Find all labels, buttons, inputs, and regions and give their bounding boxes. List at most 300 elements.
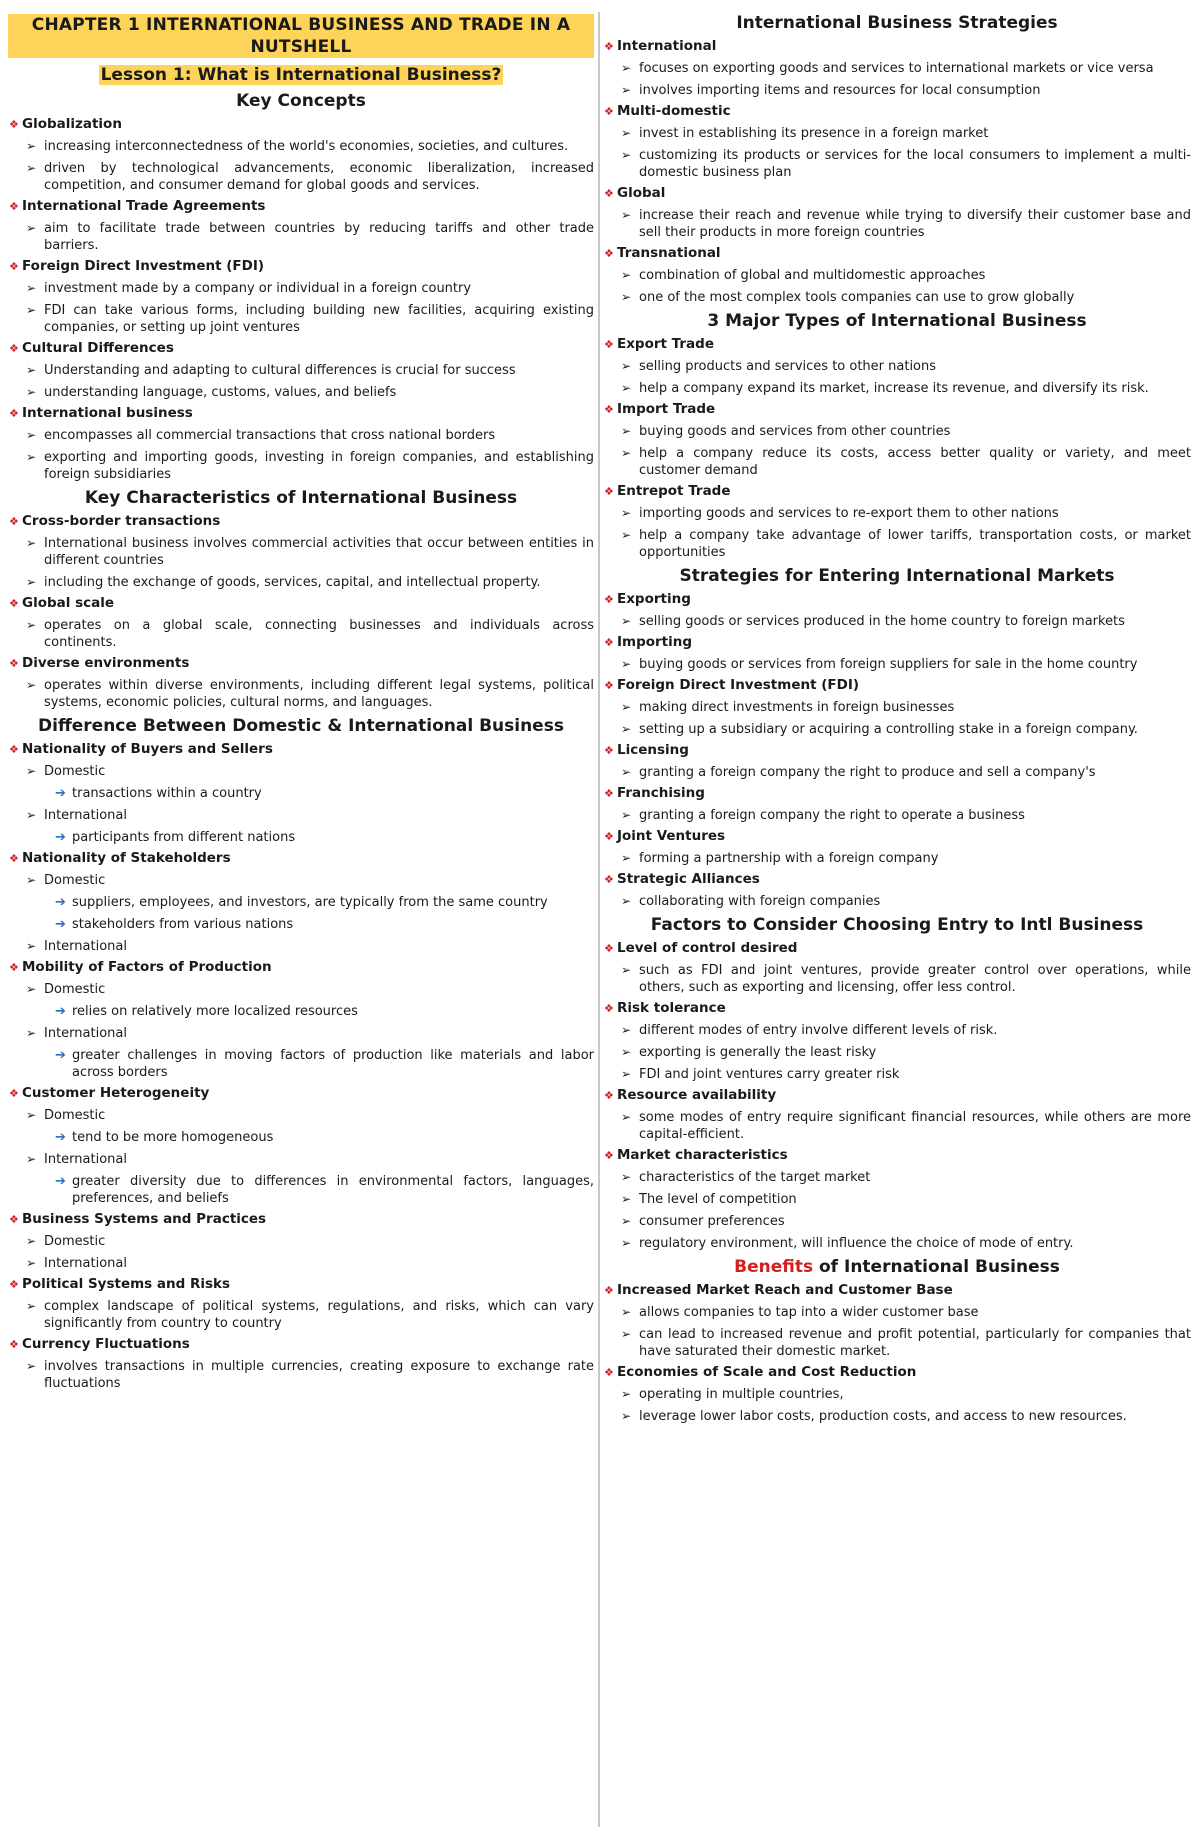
chevron-right-icon: ➢ — [621, 290, 632, 304]
bullet-item — [8, 1233, 594, 1250]
chevron-right-icon: ➢ — [621, 268, 632, 282]
sub-bullet-text: tend to be more homogeneous — [72, 1130, 274, 1145]
diamond-bullet-icon: ❖ — [604, 1366, 614, 1379]
section-heading-text: 3 Major Types of International Business — [707, 311, 1087, 331]
topic-label: Diverse environments — [22, 655, 190, 671]
sub-bullet-text: relies on relatively more localized resources — [72, 1004, 358, 1019]
bullet-text: increasing interconnectedness of the world's economies, societies, and cultures. — [44, 139, 569, 154]
arrow-right-icon: ➔ — [55, 1004, 66, 1019]
bullet-text: International — [44, 939, 127, 954]
chevron-right-icon: ➢ — [621, 1110, 632, 1124]
bullet-text: International — [44, 1152, 127, 1167]
bullet-item — [603, 1326, 1191, 1360]
bullet-item — [8, 362, 594, 379]
chevron-right-icon: ➢ — [621, 1327, 632, 1341]
bullet-text: exporting and importing goods, investing in foreign companies, and establishing foreign subsidiaries — [44, 450, 594, 482]
bullet-item — [603, 699, 1191, 716]
bullet-item — [8, 1358, 594, 1392]
bullet-item — [8, 449, 594, 483]
bullet-text: help a company reduce its costs, access better quality or variety, and meet customer demand — [639, 446, 1191, 478]
topic-international — [603, 38, 1191, 55]
topic-label: International business — [22, 405, 193, 421]
bullet-text: setting up a subsidiary or acquiring a controlling stake in a foreign company. — [639, 722, 1138, 737]
bullet-item — [603, 1191, 1191, 1208]
topic-label: Customer Heterogeneity — [22, 1085, 210, 1101]
bullet-text: increase their reach and revenue while trying to diversify their customer base and sell their products in more foreign countries — [639, 208, 1191, 240]
topic-label: Importing — [617, 634, 693, 650]
bullet-text: complex landscape of political systems, regulations, and risks, which can vary significantly from country to country — [44, 1299, 594, 1331]
topic-label: Level of control desired — [617, 940, 798, 956]
chevron-right-icon: ➢ — [621, 722, 632, 736]
topic-label: International Trade Agreements — [22, 198, 266, 214]
bullet-text: buying goods or services from foreign suppliers for sale in the home country — [639, 657, 1138, 672]
bullet-text: different modes of entry involve different levels of risk. — [639, 1023, 998, 1038]
bullet-item — [603, 423, 1191, 440]
bullet-item — [603, 380, 1191, 397]
bullet-item — [8, 1298, 594, 1332]
bullet-item — [603, 656, 1191, 673]
bullet-item — [603, 125, 1191, 142]
diamond-bullet-icon: ❖ — [604, 787, 614, 800]
diamond-bullet-icon: ❖ — [604, 105, 614, 118]
bullet-text: selling products and services to other nations — [639, 359, 937, 374]
bullet-text: International — [44, 808, 127, 823]
section-heading-text: Key Characteristics of International Business — [84, 488, 518, 508]
chevron-right-icon: ➢ — [621, 851, 632, 865]
section-heading-difference-between-domestic-internationa — [8, 716, 594, 737]
bullet-item — [603, 267, 1191, 284]
arrow-right-icon: ➔ — [55, 1130, 66, 1145]
lesson-title-wrap — [8, 64, 594, 86]
chevron-right-icon: ➢ — [26, 428, 37, 442]
bullet-text: operates on a global scale, connecting businesses and individuals across continents. — [44, 618, 594, 650]
bullet-text: The level of competition — [639, 1192, 797, 1207]
chevron-right-icon: ➢ — [621, 126, 632, 140]
chevron-right-icon: ➢ — [621, 359, 632, 373]
section-heading-text: International Business Strategies — [736, 13, 1058, 33]
bullet-text: Domestic — [44, 1108, 106, 1123]
topic-market-characteristics — [603, 1147, 1191, 1164]
diamond-bullet-icon: ❖ — [604, 873, 614, 886]
chevron-right-icon: ➢ — [621, 894, 632, 908]
chevron-right-icon: ➢ — [26, 281, 37, 295]
topic-label: Cultural Differences — [22, 340, 174, 356]
bullet-item — [603, 1213, 1191, 1230]
chevron-right-icon: ➢ — [621, 1067, 632, 1081]
section-heading-text: Strategies for Entering International Markets — [679, 566, 1115, 586]
bullet-text: combination of global and multidomestic approaches — [639, 268, 986, 283]
diamond-bullet-icon: ❖ — [604, 338, 614, 351]
arrow-right-icon: ➔ — [55, 1174, 66, 1189]
arrow-right-icon: ➔ — [55, 830, 66, 845]
bullet-text: regulatory environment, will influence the choice of mode of entry. — [639, 1236, 1074, 1251]
bullet-text: investment made by a company or individual in a foreign country — [44, 281, 472, 296]
chevron-right-icon: ➢ — [621, 963, 632, 977]
bullet-item — [603, 1169, 1191, 1186]
sub-bullet-item — [8, 1129, 594, 1146]
topic-global — [603, 185, 1191, 202]
bullet-text: International business involves commercial activities that occur between entities in different countries — [44, 536, 594, 568]
diamond-bullet-icon: ❖ — [604, 744, 614, 757]
diamond-bullet-icon: ❖ — [9, 1278, 19, 1291]
topic-nationality-of-stakeholders — [8, 850, 594, 867]
bullet-item — [603, 850, 1191, 867]
chevron-right-icon: ➢ — [621, 61, 632, 75]
bullet-item — [603, 358, 1191, 375]
bullet-item — [8, 1151, 594, 1168]
bullet-text: collaborating with foreign companies — [639, 894, 881, 909]
bullet-item — [8, 427, 594, 444]
topic-label: Global — [617, 185, 666, 201]
bullet-text: involves transactions in multiple currencies, creating exposure to exchange rate fluctuations — [44, 1359, 594, 1391]
diamond-bullet-icon: ❖ — [604, 830, 614, 843]
bullet-text: granting a foreign company the right to produce and sell a company's — [639, 765, 1096, 780]
diamond-bullet-icon: ❖ — [9, 342, 19, 355]
bullet-text: FDI and joint ventures carry greater risk — [639, 1067, 900, 1082]
arrow-right-icon: ➔ — [55, 1048, 66, 1063]
bullet-item — [8, 138, 594, 155]
bullet-item — [603, 289, 1191, 306]
diamond-bullet-icon: ❖ — [604, 403, 614, 416]
chevron-right-icon: ➢ — [621, 657, 632, 671]
diamond-bullet-icon: ❖ — [604, 247, 614, 260]
chevron-right-icon: ➢ — [621, 1192, 632, 1206]
bullet-item — [8, 981, 594, 998]
topic-multi-domestic — [603, 103, 1191, 120]
bullet-text: selling goods or services produced in the home country to foreign markets — [639, 614, 1125, 629]
bullet-item — [8, 1025, 594, 1042]
bullet-text: Domestic — [44, 764, 106, 779]
bullet-item — [603, 1235, 1191, 1252]
bullet-text: can lead to increased revenue and profit potential, particularly for companies that have saturated their domestic market. — [639, 1327, 1191, 1359]
topic-entrepot-trade — [603, 483, 1191, 500]
bullet-item — [8, 807, 594, 824]
topic-importing — [603, 634, 1191, 651]
bullet-text: such as FDI and joint ventures, provide greater control over operations, while others, such as exporting and licensing, offer less control. — [639, 963, 1191, 995]
topic-label: Multi-domestic — [617, 103, 731, 119]
topic-import-trade — [603, 401, 1191, 418]
chevron-right-icon: ➢ — [26, 939, 37, 953]
bullet-item — [603, 721, 1191, 738]
bullet-text: characteristics of the target market — [639, 1170, 871, 1185]
chevron-right-icon: ➢ — [621, 1170, 632, 1184]
section-heading-highlight: Benefits — [734, 1257, 814, 1277]
chevron-right-icon: ➢ — [26, 982, 37, 996]
sub-bullet-item — [8, 1173, 594, 1207]
section-heading-benefits-of-international-business — [603, 1257, 1191, 1278]
chevron-right-icon: ➢ — [621, 148, 632, 162]
topic-business-systems-and-practices — [8, 1211, 594, 1228]
topic-customer-heterogeneity — [8, 1085, 594, 1102]
section-heading-key-characteristics-of-international-bus — [8, 488, 594, 509]
topic-economies-of-scale-and-cost-reduction — [603, 1364, 1191, 1381]
topic-label: Franchising — [617, 785, 705, 801]
topic-label: Resource availability — [617, 1087, 777, 1103]
chevron-right-icon: ➢ — [26, 363, 37, 377]
bullet-item — [603, 1066, 1191, 1083]
chevron-right-icon: ➢ — [621, 808, 632, 822]
topic-label: Market characteristics — [617, 1147, 788, 1163]
topic-international-trade-agreements — [8, 198, 594, 215]
bullet-text: exporting is generally the least risky — [639, 1045, 877, 1060]
section-heading-strategies-for-entering-international-ma — [603, 566, 1191, 587]
chevron-right-icon: ➢ — [621, 528, 632, 542]
topic-label: Foreign Direct Investment (FDI) — [22, 258, 265, 274]
bullet-item — [603, 527, 1191, 561]
bullet-item — [603, 807, 1191, 824]
bullet-text: Domestic — [44, 982, 106, 997]
bullet-item — [603, 445, 1191, 479]
diamond-bullet-icon: ❖ — [9, 1338, 19, 1351]
diamond-bullet-icon: ❖ — [9, 200, 19, 213]
bullet-item — [603, 82, 1191, 99]
topic-diverse-environments — [8, 655, 594, 672]
chevron-right-icon: ➢ — [621, 1236, 632, 1250]
diamond-bullet-icon: ❖ — [9, 515, 19, 528]
topic-foreign-direct-investment-fdi — [8, 258, 594, 275]
bullet-item — [8, 677, 594, 711]
bullet-item — [8, 160, 594, 194]
chevron-right-icon: ➢ — [621, 1305, 632, 1319]
bullet-text: forming a partnership with a foreign company — [639, 851, 939, 866]
chevron-right-icon: ➢ — [26, 678, 37, 692]
bullet-item — [8, 384, 594, 401]
topic-resource-availability — [603, 1087, 1191, 1104]
topic-label: Cross-border transactions — [22, 513, 221, 529]
bullet-text: consumer preferences — [639, 1214, 785, 1229]
chevron-right-icon: ➢ — [621, 381, 632, 395]
sub-bullet-text: greater diversity due to differences in environmental factors, languages, preferences, and beliefs — [72, 1174, 594, 1206]
topic-label: Mobility of Factors of Production — [22, 959, 272, 975]
sub-bullet-text: stakeholders from various nations — [72, 917, 294, 932]
section-heading-text: of International Business — [819, 1257, 1060, 1277]
bullet-item — [603, 893, 1191, 910]
bullet-item — [603, 764, 1191, 781]
topic-currency-fluctuations — [8, 1336, 594, 1353]
bullet-text: one of the most complex tools companies can use to grow globally — [639, 290, 1075, 305]
bullet-text: driven by technological advancements, economic liberalization, increased competition, and consumer demand for global goods and services. — [44, 161, 594, 193]
right-column — [603, 0, 1191, 1425]
sub-bullet-item — [8, 785, 594, 802]
diamond-bullet-icon: ❖ — [9, 743, 19, 756]
bullet-text: allows companies to tap into a wider customer base — [639, 1305, 979, 1320]
sub-bullet-item — [8, 1047, 594, 1081]
diamond-bullet-icon: ❖ — [9, 961, 19, 974]
section-heading-international-business-strategies — [603, 13, 1191, 34]
topic-political-systems-and-risks — [8, 1276, 594, 1293]
topic-mobility-of-factors-of-production — [8, 959, 594, 976]
diamond-bullet-icon: ❖ — [604, 1149, 614, 1162]
diamond-bullet-icon: ❖ — [604, 593, 614, 606]
bullet-text: International — [44, 1026, 127, 1041]
chevron-right-icon: ➢ — [621, 1409, 632, 1423]
topic-label: International — [617, 38, 717, 54]
topic-label: Foreign Direct Investment (FDI) — [617, 677, 860, 693]
topic-label: Risk tolerance — [617, 1000, 726, 1016]
chevron-right-icon: ➢ — [26, 1026, 37, 1040]
diamond-bullet-icon: ❖ — [9, 597, 19, 610]
topic-foreign-direct-investment-fdi — [603, 677, 1191, 694]
chevron-right-icon: ➢ — [621, 1045, 632, 1059]
section-heading-factors-to-consider-choosing-entry-to-in — [603, 915, 1191, 936]
bullet-item — [603, 1386, 1191, 1403]
chevron-right-icon: ➢ — [621, 208, 632, 222]
topic-label: Globalization — [22, 116, 122, 132]
topic-exporting — [603, 591, 1191, 608]
bullet-item — [8, 938, 594, 955]
bullet-item — [8, 535, 594, 569]
chevron-right-icon: ➢ — [26, 1299, 37, 1313]
chevron-right-icon: ➢ — [621, 1023, 632, 1037]
topic-label: Nationality of Stakeholders — [22, 850, 231, 866]
topic-label: Import Trade — [617, 401, 716, 417]
sub-bullet-item — [8, 829, 594, 846]
diamond-bullet-icon: ❖ — [604, 942, 614, 955]
chevron-right-icon: ➢ — [26, 808, 37, 822]
chevron-right-icon: ➢ — [26, 1234, 37, 1248]
bullet-item — [603, 1304, 1191, 1321]
sub-bullet-text: greater challenges in moving factors of production like materials and labor across borders — [72, 1048, 594, 1080]
topic-cultural-differences — [8, 340, 594, 357]
topic-risk-tolerance — [603, 1000, 1191, 1017]
section-heading-key-concepts — [8, 91, 594, 112]
bullet-item — [603, 1109, 1191, 1143]
chevron-right-icon: ➢ — [26, 873, 37, 887]
chapter-title: CHAPTER 1 INTERNATIONAL BUSINESS AND TRADE IN A NUTSHELL — [8, 14, 594, 58]
topic-label: Transnational — [617, 245, 721, 261]
diamond-bullet-icon: ❖ — [9, 852, 19, 865]
bullet-item — [603, 613, 1191, 630]
topic-level-of-control-desired — [603, 940, 1191, 957]
diamond-bullet-icon: ❖ — [604, 1002, 614, 1015]
bullet-item — [603, 1022, 1191, 1039]
bullet-text: encompasses all commercial transactions that cross national borders — [44, 428, 496, 443]
bullet-item — [8, 763, 594, 780]
chevron-right-icon: ➢ — [26, 385, 37, 399]
chevron-right-icon: ➢ — [26, 450, 37, 464]
topic-label: Economies of Scale and Cost Reduction — [617, 1364, 917, 1380]
bullet-item — [603, 505, 1191, 522]
bullet-text: Domestic — [44, 873, 106, 888]
bullet-text: aim to facilitate trade between countries by reducing tariffs and other trade barriers. — [44, 221, 594, 253]
bullet-item — [8, 302, 594, 336]
diamond-bullet-icon: ❖ — [604, 1089, 614, 1102]
topic-label: Currency Fluctuations — [22, 1336, 190, 1352]
section-heading-text: Key Concepts — [236, 91, 366, 111]
bullet-item — [603, 1408, 1191, 1425]
diamond-bullet-icon: ❖ — [9, 657, 19, 670]
lesson-title: Lesson 1: What is International Business? — [100, 65, 502, 85]
topic-label: Nationality of Buyers and Sellers — [22, 741, 273, 757]
chevron-right-icon: ➢ — [26, 139, 37, 153]
bullet-item — [8, 280, 594, 297]
topic-joint-ventures — [603, 828, 1191, 845]
bullet-item — [603, 147, 1191, 181]
bullet-text: buying goods and services from other countries — [639, 424, 951, 439]
diamond-bullet-icon: ❖ — [604, 187, 614, 200]
chevron-right-icon: ➢ — [26, 303, 37, 317]
bullet-text: Domestic — [44, 1234, 106, 1249]
topic-label: Business Systems and Practices — [22, 1211, 267, 1227]
left-column — [8, 0, 594, 1392]
arrow-right-icon: ➔ — [55, 917, 66, 932]
chevron-right-icon: ➢ — [621, 424, 632, 438]
column-divider — [598, 12, 600, 1827]
topic-label: Global scale — [22, 595, 115, 611]
bullet-text: operates within diverse environments, including different legal systems, political systems, economic policies, cultural norms, and languages. — [44, 678, 594, 710]
chevron-right-icon: ➢ — [621, 1387, 632, 1401]
arrow-right-icon: ➔ — [55, 895, 66, 910]
chevron-right-icon: ➢ — [621, 700, 632, 714]
diamond-bullet-icon: ❖ — [9, 260, 19, 273]
bullet-text: involves importing items and resources for local consumption — [639, 83, 1041, 98]
topic-label: Political Systems and Risks — [22, 1276, 231, 1292]
sub-bullet-item — [8, 894, 594, 911]
topic-increased-market-reach-and-customer-base — [603, 1282, 1191, 1299]
diamond-bullet-icon: ❖ — [604, 40, 614, 53]
topic-label: Strategic Alliances — [617, 871, 760, 887]
bullet-item — [8, 617, 594, 651]
topic-label: Entrepot Trade — [617, 483, 731, 499]
bullet-item — [8, 574, 594, 591]
chevron-right-icon: ➢ — [26, 536, 37, 550]
chevron-right-icon: ➢ — [621, 1214, 632, 1228]
bullet-item — [603, 207, 1191, 241]
section-heading-text: Factors to Consider Choosing Entry to Intl Business — [650, 915, 1144, 935]
diamond-bullet-icon: ❖ — [604, 1284, 614, 1297]
bullet-text: FDI can take various forms, including building new facilities, acquiring existing companies, or setting up joint ventures — [44, 303, 594, 335]
topic-label: Increased Market Reach and Customer Base — [617, 1282, 953, 1298]
bullet-text: Understanding and adapting to cultural differences is crucial for success — [44, 363, 516, 378]
sub-bullet-item — [8, 916, 594, 933]
section-heading-3-major-types-of-international-business — [603, 311, 1191, 332]
chevron-right-icon: ➢ — [26, 618, 37, 632]
bullet-text: invest in establishing its presence in a foreign market — [639, 126, 989, 141]
bullet-item — [603, 60, 1191, 77]
section-heading-text: Difference Between Domestic & International Business — [38, 716, 564, 736]
topic-strategic-alliances — [603, 871, 1191, 888]
bullet-text: understanding language, customs, values, and beliefs — [44, 385, 397, 400]
bullet-text: help a company expand its market, increase its revenue, and diversify its risk. — [639, 381, 1149, 396]
topic-label: Joint Ventures — [617, 828, 726, 844]
bullet-text: International — [44, 1256, 127, 1271]
sub-bullet-text: participants from different nations — [72, 830, 296, 845]
chevron-right-icon: ➢ — [621, 83, 632, 97]
bullet-text: focuses on exporting goods and services to international markets or vice versa — [639, 61, 1154, 76]
topic-international-business — [8, 405, 594, 422]
topic-global-scale — [8, 595, 594, 612]
bullet-item — [603, 1044, 1191, 1061]
bullet-text: customizing its products or services for the local consumers to implement a multi-domestic business plan — [639, 148, 1191, 180]
sub-bullet-text: suppliers, employees, and investors, are typically from the same country — [72, 895, 548, 910]
bullet-text: some modes of entry require significant financial resources, while others are more capital-efficient. — [639, 1110, 1191, 1142]
chevron-right-icon: ➢ — [26, 1108, 37, 1122]
bullet-item — [8, 872, 594, 889]
bullet-text: importing goods and services to re-export them to other nations — [639, 506, 1059, 521]
bullet-item — [8, 1107, 594, 1124]
topic-licensing — [603, 742, 1191, 759]
arrow-right-icon: ➔ — [55, 786, 66, 801]
bullet-item — [8, 220, 594, 254]
topic-nationality-of-buyers-and-sellers — [8, 741, 594, 758]
chevron-right-icon: ➢ — [26, 764, 37, 778]
chevron-right-icon: ➢ — [26, 1256, 37, 1270]
topic-export-trade — [603, 336, 1191, 353]
chevron-right-icon: ➢ — [26, 161, 37, 175]
diamond-bullet-icon: ❖ — [9, 407, 19, 420]
bullet-item — [603, 962, 1191, 996]
chevron-right-icon: ➢ — [26, 1152, 37, 1166]
